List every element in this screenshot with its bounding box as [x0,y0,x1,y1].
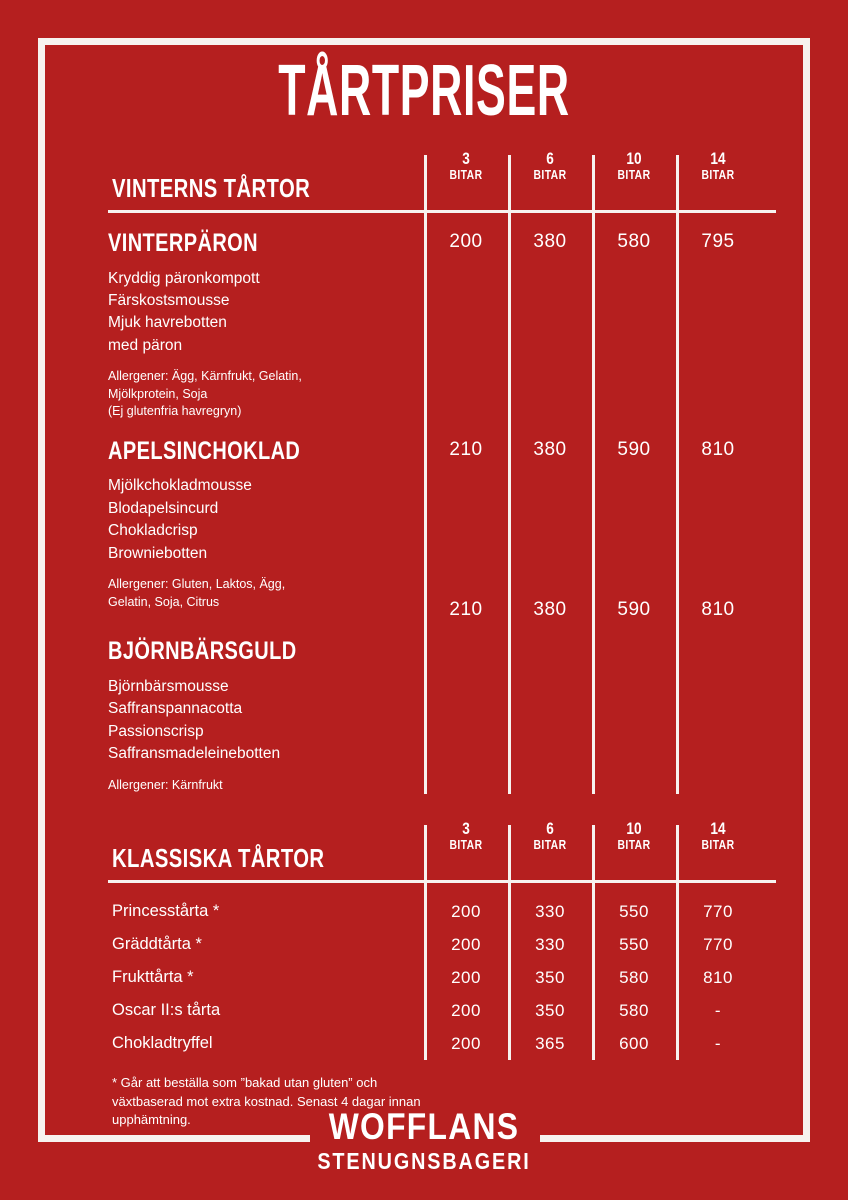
cake-name: APELSINCHOKLAD [108,436,301,465]
cake-price-row [424,599,776,621]
price-3-bitar: 210 [449,599,483,621]
classic-cake-name: Gräddtårta * [112,935,202,954]
table-row [108,928,776,961]
price-14-bitar: 810 [701,599,735,621]
price-10-bitar: 550 [619,934,649,954]
bakery-logo [0,1108,848,1174]
price-3-bitar: 200 [449,231,483,252]
classic-price-row [424,935,776,955]
winter-size-columns [424,150,776,182]
price-6-bitar: 380 [533,438,567,460]
cake-entry [108,213,776,421]
classic-section [108,820,776,1129]
frame-right-border [803,38,810,1142]
size-column-14-count: 14 [710,819,726,839]
price-6-bitar: 330 [535,901,565,921]
cake-name: BJÖRNBÄRSGULD [108,637,297,666]
classic-price-row [424,1034,776,1054]
price-10-bitar: 580 [619,1000,649,1020]
size-column-14 [676,150,760,182]
bakery-name: WOFFLANS [328,1106,520,1147]
cake-description: Mjölkchokladmousse Blodapelsincurd Chokladcrisp Browniebotten [108,477,252,562]
price-14-bitar: 810 [703,967,733,987]
price-6-bitar: 380 [533,599,567,621]
price-10-bitar: 580 [619,967,649,987]
cake-price-row [424,231,776,253]
price-14-bitar: 770 [703,901,733,921]
size-column-10 [592,150,676,182]
size-column-3-count: 3 [462,149,470,168]
price-10-bitar: 590 [617,438,651,460]
table-row [108,1027,776,1060]
cake-allergens: Allergener: Gluten, Laktos, Ägg, Gelatin, Soja, Citrus [108,577,286,609]
price-10-bitar: 590 [617,599,651,621]
price-3-bitar: 200 [451,901,481,921]
table-row [108,895,776,928]
price-6-bitar: 350 [535,967,565,987]
size-column-10-count: 10 [626,149,642,168]
winter-cake-list [108,213,776,794]
classic-price-row [424,1001,776,1021]
size-column-14-count: 14 [710,149,726,168]
cake-allergens: Allergener: Kärnfrukt [108,777,223,792]
size-column-6-unit: BITAR [533,837,567,853]
size-column-6 [508,820,592,852]
frame-top-border [38,38,810,45]
cake-price-row [424,439,776,461]
classic-cake-name: Frukttårta * [112,968,194,987]
price-3-bitar: 210 [449,438,483,460]
price-10-bitar: 580 [617,231,651,252]
price-10-bitar: 550 [619,901,649,921]
classic-size-columns [424,820,776,852]
price-3-bitar: 200 [451,934,481,954]
size-column-3 [424,150,508,182]
price-10-bitar: 600 [619,1033,649,1053]
classic-price-row [424,902,776,922]
bakery-tagline: STENUGNSBAGERI [317,1147,531,1174]
classic-cake-name: Chokladtryffel [112,1034,213,1053]
size-column-10 [592,820,676,852]
size-column-3-count: 3 [462,819,470,839]
price-6-bitar: 365 [535,1033,565,1053]
table-row [108,994,776,1027]
price-sheet [108,150,776,1129]
price-14-bitar: 795 [701,231,735,252]
gluten-free-footnote: * Går att beställa som ”bakad utan gluten” och växtbaserad mot extra kostnad. Senast 4 dagar innan upphämtning. [112,1075,421,1128]
page-title: TÅRTPRISER [278,51,570,131]
size-column-10-unit: BITAR [617,167,651,183]
price-3-bitar: 200 [451,1000,481,1020]
size-column-3 [424,820,508,852]
cake-allergens: Allergener: Ägg, Kärnfrukt, Gelatin, Mjölkprotein, Soja (Ej glutenfria havregryn) [108,369,302,419]
price-14-bitar: - [714,1000,722,1020]
price-6-bitar: 350 [535,1000,565,1020]
classic-table [108,883,776,1060]
price-3-bitar: 200 [451,1033,481,1053]
size-column-10-unit: BITAR [617,837,651,853]
price-3-bitar: 200 [451,967,481,987]
price-14-bitar: - [714,1033,722,1053]
size-column-14-unit: BITAR [701,167,735,183]
size-column-6-unit: BITAR [533,167,567,183]
cake-description: Björnbärsmousse Saffranspannacotta Passionscrisp Saffransmadeleinebotten [108,677,281,763]
classic-price-row [424,968,776,988]
size-column-14 [676,820,760,852]
cake-entry [108,421,776,611]
size-column-14-unit: BITAR [701,837,735,853]
price-6-bitar: 330 [535,934,565,954]
classic-cake-name: Oscar II:s tårta [112,1001,221,1020]
size-column-3-unit: BITAR [449,167,483,183]
size-column-6 [508,150,592,182]
price-14-bitar: 770 [703,934,733,954]
cake-description: Kryddig päronkompott Färskostsmousse Mjuk havrebotten med päron [108,269,260,354]
size-column-6-count: 6 [546,819,554,839]
frame-left-border [38,38,45,1142]
classic-cake-name: Princesstårta * [112,902,220,921]
size-column-10-count: 10 [626,819,642,839]
cake-name: VINTERPÄRON [108,229,258,257]
classic-section-title: KLASSISKA TÅRTOR [112,843,325,874]
winter-section-title: VINTERNS TÅRTOR [112,173,311,203]
size-column-6-count: 6 [546,149,554,168]
price-6-bitar: 380 [533,231,567,252]
table-row [108,961,776,994]
size-column-3-unit: BITAR [449,837,483,853]
price-14-bitar: 810 [701,438,735,460]
cake-entry [108,599,776,794]
